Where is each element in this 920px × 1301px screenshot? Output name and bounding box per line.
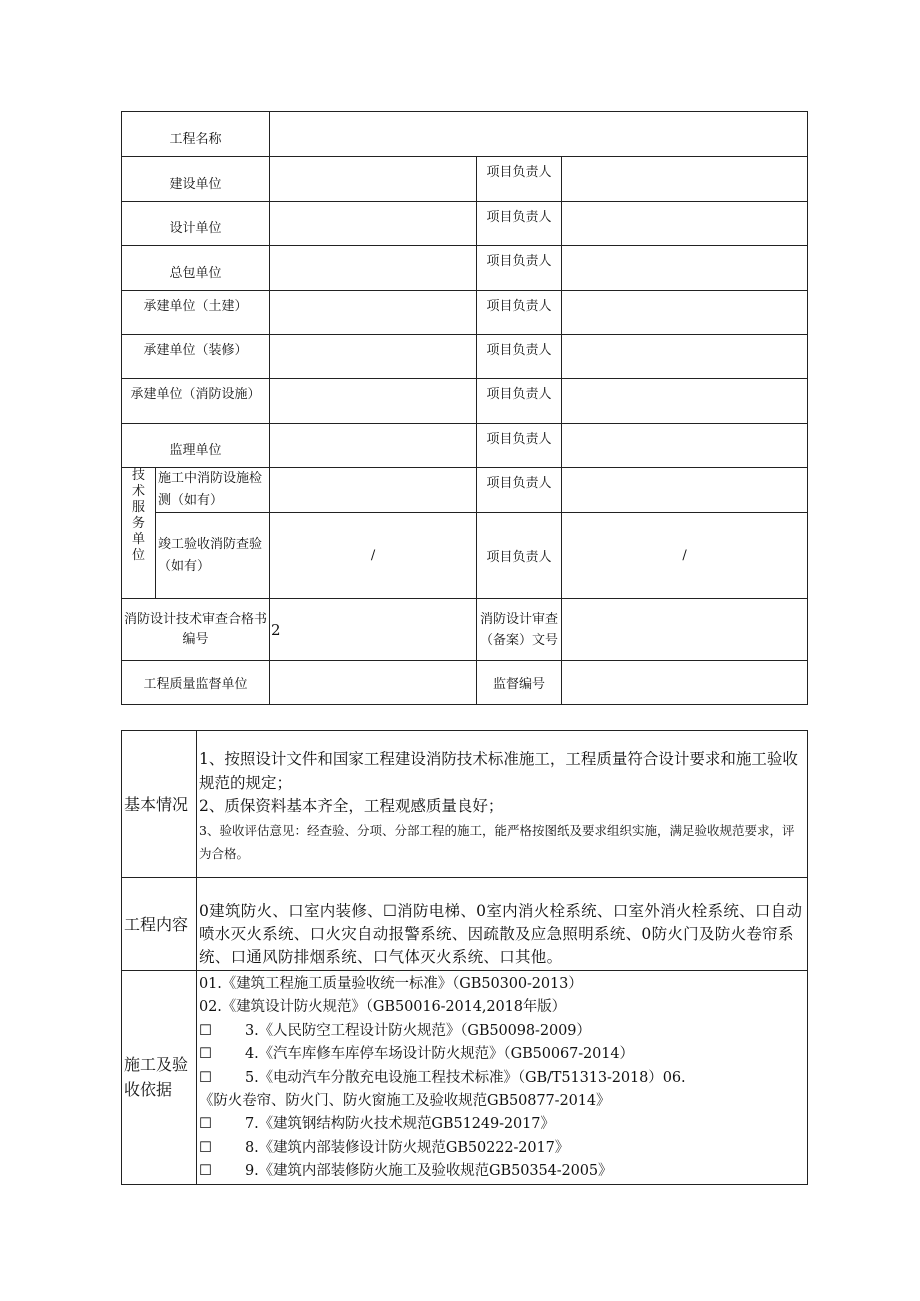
- supervision-unit-label: 监理单位: [122, 424, 270, 468]
- design-review-cert-field[interactable]: 2: [270, 599, 477, 661]
- basis-content: [197, 971, 808, 1185]
- fire-facility-pm-label: 项目负责人: [477, 379, 562, 424]
- checkbox-icon[interactable]: ☐: [199, 1069, 212, 1086]
- construction-pm-label: 项目负责人: [477, 157, 562, 202]
- basic-info-line: 2、质保资料基本齐全，工程观感质量良好；: [199, 797, 504, 815]
- fire-facility-contractor-label: 承建单位（消防设施）: [122, 379, 270, 424]
- civil-pm-field[interactable]: [562, 291, 808, 335]
- scope-content: 0建筑防火、口室内装修、☐消防电梯、0室内消火栓系统、口室外消火栓系统、口自动喷水灭火系统、口火灾自动报警系统、因疏散及应急照明系统、0防火门及防火卷帘系统、口通风防排烟系统、口气体灭火系统、口其他。: [197, 878, 808, 971]
- basis-line-text: 02.《建筑设计防火规范》（GB50016-2014,2018年版）: [199, 999, 567, 1016]
- design-filing-label: 消防设计审查（备案）文号: [477, 599, 562, 661]
- supervision-number-label: 监督编号: [477, 661, 562, 705]
- basis-line: [199, 1090, 805, 1113]
- fire-facility-contractor-field[interactable]: [270, 379, 477, 424]
- construction-pm-field[interactable]: [562, 157, 808, 202]
- tech-service-char: 技: [131, 468, 145, 483]
- basis-line-text: 4.《汽车库修车库停车场设计防火规范》（GB50067-2014）: [245, 1046, 634, 1063]
- basis-line: [199, 1137, 805, 1160]
- basis-line-text: 8.《建筑内部装修设计防火规范GB50222-2017》: [245, 1139, 570, 1156]
- quality-supervision-label: 工程质量监督单位: [122, 661, 270, 705]
- construction-testing-field[interactable]: [270, 468, 477, 513]
- basis-line: [199, 1113, 805, 1136]
- civil-contractor-field[interactable]: [270, 291, 477, 335]
- design-review-cert-label: 消防设计技术审查合格书编号: [122, 599, 270, 661]
- tech-service-char: 务: [131, 516, 145, 531]
- civil-contractor-label: 承建单位（土建）: [122, 291, 270, 335]
- tech-service-char: 单: [131, 532, 145, 547]
- basis-line: [199, 1020, 805, 1043]
- design-pm-field[interactable]: [562, 202, 808, 246]
- checkbox-icon[interactable]: ☐: [199, 1139, 212, 1156]
- basis-line-text: 7.《建筑钢结构防火技术规范GB51249-2017》: [245, 1116, 555, 1133]
- basic-info-label: 基本情况: [122, 731, 197, 878]
- decoration-pm-label: 项目负责人: [477, 335, 562, 379]
- basis-list: [199, 973, 805, 1184]
- general-contractor-pm-label: 项目负责人: [477, 246, 562, 291]
- tech-service-vertical-text: [122, 468, 155, 564]
- construction-unit-label: 建设单位: [122, 157, 270, 202]
- basis-line: [199, 1160, 805, 1183]
- checkbox-icon[interactable]: ☐: [199, 1022, 212, 1039]
- acceptance-detail-table: [121, 730, 808, 1185]
- supervision-number-field[interactable]: [562, 661, 808, 705]
- project-info-table: [121, 111, 808, 705]
- basis-line-text: 9.《建筑内部装修防火施工及验收规范GB50354-2005》: [245, 1163, 613, 1180]
- quality-supervision-field[interactable]: [270, 661, 477, 705]
- completion-inspection-label: 竣工验收消防查验（如有）: [156, 513, 270, 599]
- tech-service-char: 术: [131, 484, 145, 499]
- design-unit-label: 设计单位: [122, 202, 270, 246]
- tech-service-char: 服: [131, 500, 145, 515]
- basic-info-line: 1、按照设计文件和国家工程建设消防技术标准施工，工程质量符合设计要求和施工验收规范的规定；: [199, 750, 798, 792]
- basis-label: 施工及验收依据: [122, 971, 197, 1185]
- design-unit-field[interactable]: [270, 202, 477, 246]
- testing-pm-field[interactable]: [562, 468, 808, 513]
- general-contractor-label: 总包单位: [122, 246, 270, 291]
- general-contractor-field[interactable]: [270, 246, 477, 291]
- basis-line-text: 《防火卷帘、防火门、防火窗施工及验收规范GB50877-2014》: [199, 1093, 611, 1110]
- general-contractor-pm-field[interactable]: [562, 246, 808, 291]
- project-name-field[interactable]: [270, 112, 808, 157]
- supervision-pm-field[interactable]: [562, 424, 808, 468]
- decoration-contractor-field[interactable]: [270, 335, 477, 379]
- basis-line-text: 3.《人民防空工程设计防火规范》（GB50098-2009）: [245, 1022, 591, 1039]
- supervision-pm-label: 项目负责人: [477, 424, 562, 468]
- project-name-label: 工程名称: [122, 112, 270, 157]
- design-filing-field[interactable]: [562, 599, 808, 661]
- checkbox-icon[interactable]: ☐: [199, 1116, 212, 1133]
- completion-inspection-field[interactable]: /: [270, 513, 477, 599]
- construction-unit-field[interactable]: [270, 157, 477, 202]
- checkbox-icon[interactable]: ☐: [199, 1046, 212, 1063]
- decoration-pm-field[interactable]: [562, 335, 808, 379]
- tech-service-char: 位: [131, 548, 145, 563]
- inspection-pm-label: 项目负责人: [477, 513, 562, 599]
- basis-line: [199, 1067, 805, 1090]
- decoration-contractor-label: 承建单位（装修）: [122, 335, 270, 379]
- checkbox-icon[interactable]: ☐: [199, 1163, 212, 1180]
- scope-label: 工程内容: [122, 878, 197, 971]
- basis-line-text: 5.《电动汽车分散充电设施工程技术标准》（GB/T51313-2018）06.: [245, 1069, 686, 1086]
- basic-info-line: 3、验收评估意见：经查验、分项、分部工程的施工，能严格按图纸及要求组织实施，满足验收规范要求，评为合格。: [199, 822, 795, 861]
- inspection-pm-field[interactable]: /: [562, 513, 808, 599]
- basis-line-text: 01.《建筑工程施工质量验收统一标准》（GB50300-2013）: [199, 976, 583, 992]
- tech-service-unit-label: [122, 468, 156, 599]
- design-pm-label: 项目负责人: [477, 202, 562, 246]
- basic-info-content: [197, 731, 808, 878]
- testing-pm-label: 项目负责人: [477, 468, 562, 513]
- civil-pm-label: 项目负责人: [477, 291, 562, 335]
- basis-line: [199, 973, 805, 996]
- basis-line: [199, 996, 805, 1019]
- construction-testing-label: 施工中消防设施检测（如有）: [156, 468, 270, 513]
- supervision-unit-field[interactable]: [270, 424, 477, 468]
- fire-facility-pm-field[interactable]: [562, 379, 808, 424]
- basis-line: [199, 1043, 805, 1066]
